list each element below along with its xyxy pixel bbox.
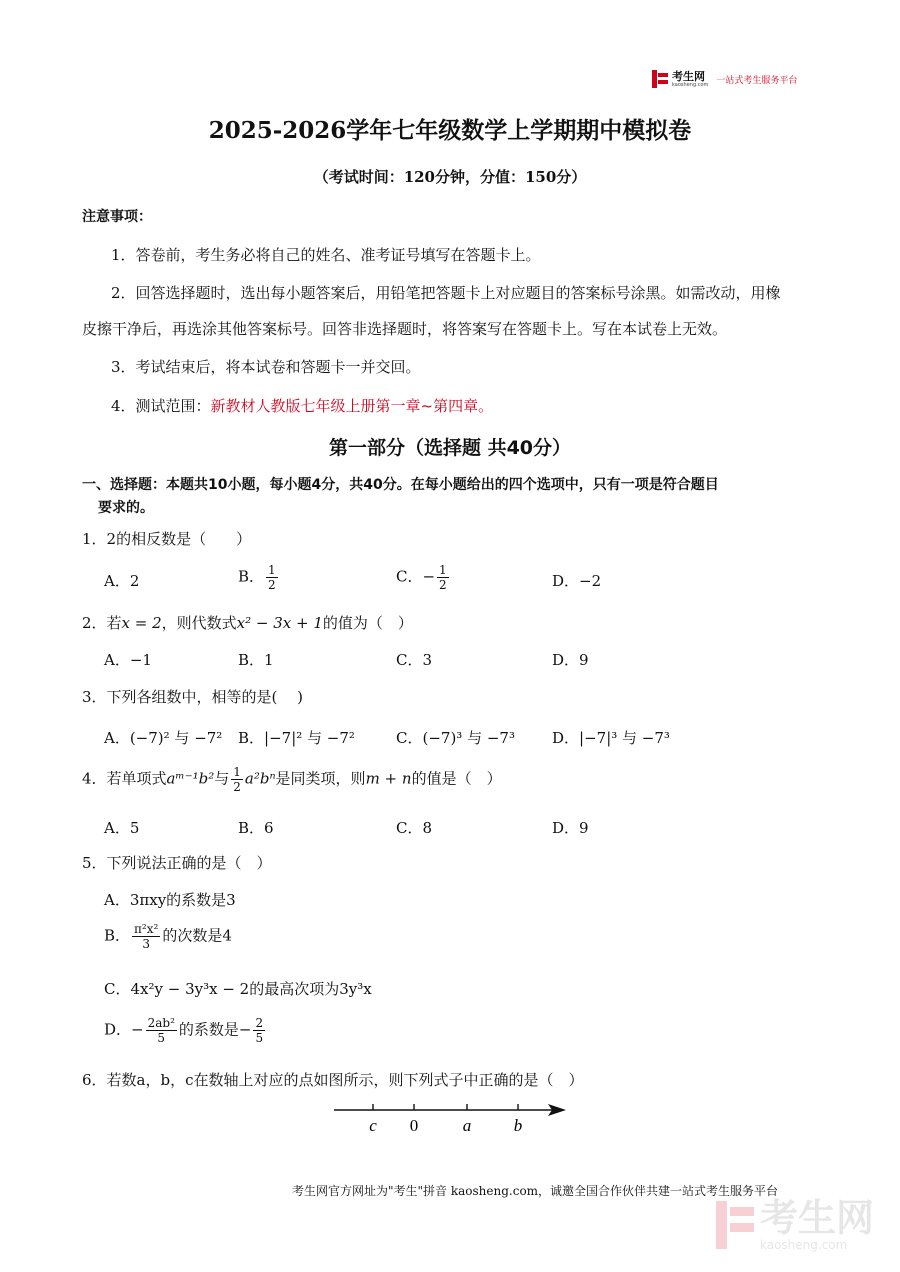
logo-name: 考生网 <box>672 69 705 83</box>
question-4-stem: 4．若单项式aᵐ⁻¹b²与 $\frac{1}{2}$ a²bⁿ是同类项，则m + n的值是（ ） <box>82 765 502 794</box>
header-logo <box>652 70 797 88</box>
watermark-logo-icon <box>716 1201 754 1249</box>
label-c: c <box>369 1116 377 1135</box>
question-3-stem: 3．下列各组数中，相等的是( ) <box>82 688 304 706</box>
q4-option-d: D．9 <box>552 819 589 837</box>
notice-item-4-prefix: 4．测试范围： <box>111 397 211 415</box>
q1-option-d: D．−2 <box>552 572 602 590</box>
notice-item-1: 1．答卷前，考生务必将自己的姓名、准考证号填写在答题卡上。 <box>111 246 541 264</box>
question-2-stem: 2．若x = 2，则代数式x² − 3x + 1的值为（ ） <box>82 614 413 632</box>
watermark-text-block <box>760 1198 874 1252</box>
label-b: b <box>513 1116 523 1135</box>
q3-option-b: B．|−7|² 与 −7² <box>238 729 355 747</box>
section-instructions-line2: 要求的。 <box>98 500 154 516</box>
q2-option-c: C．3 <box>396 651 433 669</box>
label-0: 0 <box>409 1116 419 1135</box>
watermark-domain: kaosheng.com <box>760 1238 848 1252</box>
q5-option-a: A．3πxy的系数是3 <box>104 891 236 909</box>
notice-item-2-line1: 2．回答选择题时，选出每小题答案后，用铅笔把答题卡上对应题目的答案标号涂黑。如需改动，用橡 <box>111 284 781 302</box>
notice-item-4 <box>111 395 493 416</box>
logo-domain: kaosheng.com <box>672 81 709 88</box>
watermark-name: 考生网 <box>760 1196 875 1240</box>
page-title: 2025-2026学年七年级数学上学期期中模拟卷 <box>208 117 692 144</box>
q4-option-c: C．8 <box>396 819 433 837</box>
test-scope: 新教材人教版七年级上册第一章~第四章。 <box>210 397 494 415</box>
watermark <box>716 1198 874 1252</box>
section-instructions-line1: 一、选择题：本题共10小题，每小题4分，共40分。在每小题给出的四个选项中，只有一项是符合题目 <box>82 477 719 493</box>
q5-option-d: D．− $\frac{\text{2ab²}}{5}$ 的系数是− $\frac{2}{5}$ <box>104 1016 264 1045</box>
q1-option-b: B． $\frac{1}{2}$ <box>238 563 276 592</box>
q3-option-a: A．(−7)² 与 −7² <box>104 729 223 747</box>
q3-option-c: C．(−7)³ 与 −7³ <box>396 729 515 747</box>
logo-slogan: 一站式考生服务平台 <box>716 75 798 86</box>
notice-heading: 注意事项： <box>82 209 152 225</box>
exam-info: （考试时间：120分钟，分值：150分） <box>313 168 587 186</box>
q4-option-a: A．5 <box>104 819 140 837</box>
q5-option-b: B． $\frac{\text{π²x²}}{3}$ 的次数是4 <box>104 922 232 951</box>
q2-option-b: B．1 <box>238 651 274 669</box>
question-1-stem: 1．2的相反数是（ ） <box>82 530 252 548</box>
q4-option-b: B．6 <box>238 819 274 837</box>
section-title: 第一部分（选择题 共40分） <box>328 437 572 459</box>
question-6-stem: 6．若数a，b，c在数轴上对应的点如图所示，则下列式子中正确的是（ ） <box>82 1071 584 1089</box>
q1-option-c: C．− $\frac{1}{2}$ <box>396 563 447 592</box>
footer-text: 考生网官方网址为"考生"拼音 kaosheng.com，诚邀全国合作伙伴共建一站式考生服务平台 <box>292 1184 779 1198</box>
q1-option-a: A．2 <box>104 572 140 590</box>
q3-option-d: D．|−7|³ 与 −7³ <box>552 729 670 747</box>
notice-item-2-line2: 皮擦干净后，再选涂其他答案标号。回答非选择题时，将答案写在答题卡上。写在本试卷上无效。 <box>82 320 728 338</box>
q5-option-c: C．4x²y − 3y³x − 2的最高次项为3y³x <box>104 980 372 998</box>
q2-option-d: D．9 <box>552 651 589 669</box>
notice-item-3: 3．考试结束后，将本试卷和答题卡一并交回。 <box>111 358 421 376</box>
label-a: a <box>462 1116 472 1135</box>
q2-option-a: A．−1 <box>104 651 152 669</box>
question-5-stem: 5．下列说法正确的是（ ） <box>82 854 272 872</box>
number-line-figure <box>330 1098 570 1140</box>
logo-text-block <box>672 71 708 88</box>
logo-mark-icon <box>652 70 668 88</box>
